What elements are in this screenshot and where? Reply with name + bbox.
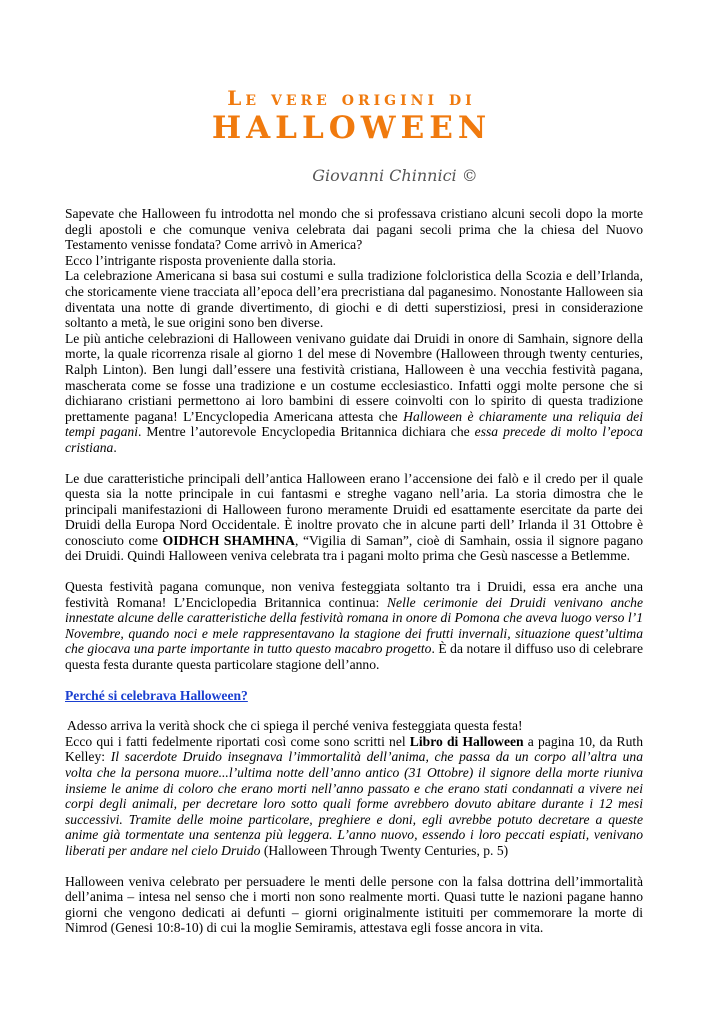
italic-quote: Il sacerdote Druido insegnava l’immortalità dell’anima, che passa da un corpo all’altra una volta che la persona muore...l’ultima notte dell’anno antico (31 Ottobre) il signore della morte riuniva insieme le anime di coloro che erano morti nell’anno passato e che erano stati condannati a vivere nei corpi degli animali, per decretare loro sotto quali forme avrebbero dovuto abitare durante i 12 mesi successivi. Tramite delle moine particolare, preghiere e doni, egli avrebbe potuto decretare a queste anime già tormentate una sentenza più leggera. L’anno nuovo, essendo i loro peccati espiati, venivano liberati per andare nel cielo Druido [65,749,643,858]
paragraph-book-quote [65,734,643,859]
text-run: . È da notare il diffuso uso di celebrare questa festa durante questa particolare stagione dell’anno. [65,641,643,673]
italic-quote: Nelle cerimonie dei Druidi venivano anche innestate alcune delle caratteristiche della festività romana in onore di Pomona che aveva luogo verso l’1 Novembre, quando noci e mele rappresentavano la stagione dei frutti invernali, situazione quest’ultima che giocava una parte importante in tutto questo macabro progetto [65,594,643,657]
text-run: . [113,439,117,455]
bold-term: OIDHCH SHAMHNA [162,532,295,548]
paragraph-roman-festival [65,579,643,673]
text-run: Le più antiche celebrazioni di Halloween venivano guidate dai Druidi in onore di Samhain, signore della morte, la quale ricorrenza risale al giorno 1 del mese di Novembre (Halloween through twenty centuries, Ralph Linton). Ben lungi dall’essere una festività cristiana, Halloween è una vecchia festività pagana, mascherata come se fosse una tradizione e un costume ecclesiastico. Infatti oggi molte persone che si dichiarano cristiani permettono ai loro bambini di essere coinvolti con lo spirito di questa tradizione prettamente pagana! L’Encyclopedia Americana attesta che [65,330,643,424]
paragraph-american-celebration: La celebrazione Americana si basa sui costumi e sulla tradizione folcloristica della Scozia e dell’Irlanda, che storicamente viene tracciata all’epoca dell’era precristiana dal paganesimo. Nonostante Halloween sia diventata una notte di grande divertimento, di giochi e di detti superstiziosi, presi in considerazione soltanto a metà, le sue origini sono ben diverse. [65,268,643,331]
text-run: a pagina 10, da Ruth Kelley: [65,733,643,765]
text-run: Ecco qui i fatti fedelmente riportati così come sono scritti nel [65,733,410,749]
text-run: . Mentre l’autorevole Encyclopedia Britannica dichiara che [137,424,475,440]
title-line-2: HALLOWEEN [211,110,492,146]
paragraph-immortality: Halloween veniva celebrato per persuadere le menti delle persone con la falsa dottrina dell’immortalità dell’anima – intesa nel senso che i morti non sono realmente morti. Quasi tutte le nazioni pagane hanno giorni che vengono dedicati ai defunti – giorni originalmente istituiti per commemorare la morte di Nimrod (Genesi 10:8-10) di cui la moglie Semiramis, attestava egli fosse ancora in vita. [65,873,643,936]
title-line-1: Le vere origini di [227,86,476,110]
author-signature: Giovanni Chinnici © [312,166,478,185]
italic-quote: essa precede di molto l’epoca cristiana [65,424,643,455]
italic-quote: Halloween è chiaramente una reliquia dei tempi pagani [65,408,643,440]
article-body [65,206,643,936]
text-run: (Halloween Through Twenty Centuries, p. 5) [260,842,509,858]
paragraph-shock-truth: Adesso arriva la verità shock che ci spiega il perché veniva festeggiata questa festa! [67,718,523,734]
paragraph-intro: Sapevate che Halloween fu introdotta nel mondo che si professava cristiano alcuni secoli dopo la morte degli apostoli e che comunque veniva celebrata dai pagani secoli prima che la chiesa del Nuovo Testamento venisse fondata? Come arrivò in America? [65,206,643,253]
why-celebrated-link[interactable]: Perché si celebrava Halloween? [65,687,248,703]
paragraph-characteristics [65,471,643,565]
text-run: Questa festività pagana comunque, non veniva festeggiata soltanto tra i Druidi, essa era anche una festività Romana! L’Enciclopedia Britannica continua: [65,579,643,610]
paragraph-answer: Ecco l’intrigante risposta proveniente dalla storia. [65,252,337,268]
text-run: Le due caratteristiche principali dell’antica Halloween erano l’accensione dei falò e il credo per il quale questa sia la notte principale in cui fantasmi e streghe vagano nell’aria. La storia dimostra che le principali manifestazioni di Halloween furono meramente Druidi ed esattamente esercitate da parte dei Druidi della Europa Nord Occidentale. È inoltre provato che in alcune parti dell’ Irlanda il 31 Ottobre è conosciuto come [65,470,643,548]
bold-book-title: Libro di Halloween [409,733,524,749]
paragraph-druids [65,331,643,456]
text-run: , “Vigilia di Saman”, cioè di Samhain, ossia il signore pagano dei Druidi. Quindi Halloween veniva celebrata tra i pagani molto prima che Gesù nascesse a Betlemme. [65,532,643,564]
